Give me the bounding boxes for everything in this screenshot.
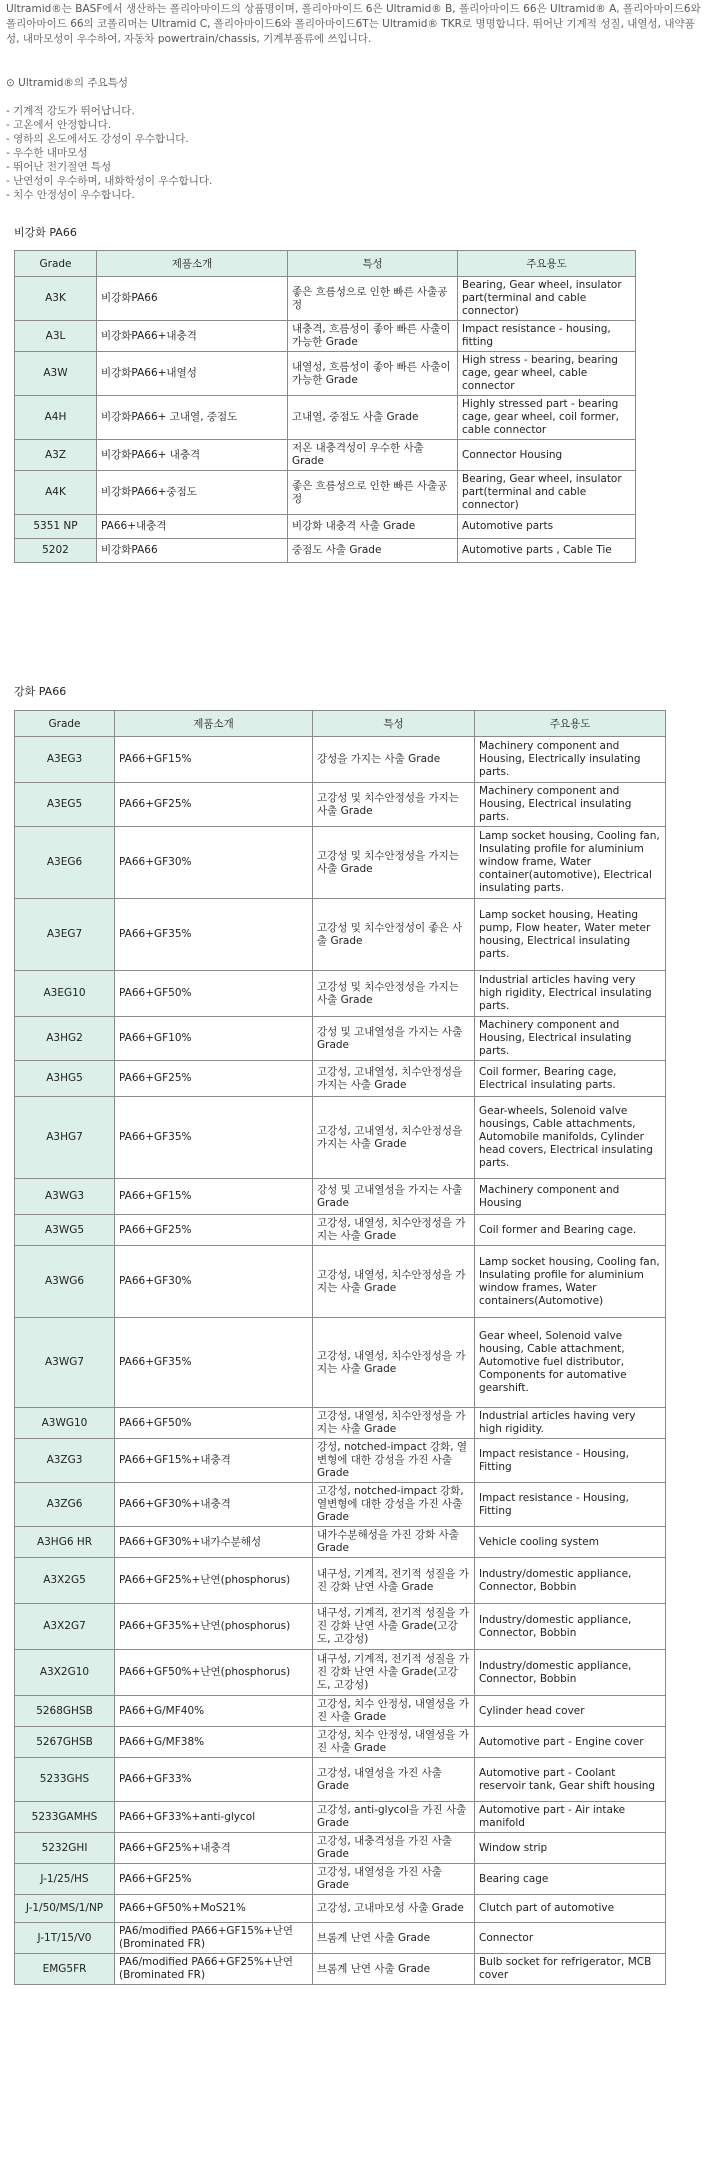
- table-row: [15, 539, 636, 563]
- intro-cell: PA66+GF30%: [115, 827, 313, 899]
- property-cell: 고강성, 치수 안정성, 내열성을 가진 사출 Grade: [313, 1696, 475, 1727]
- feature-item: - 고온에서 안정합니다.: [6, 119, 112, 131]
- intro-cell: PA6/modified PA66+GF25%+난연(Brominated FR): [115, 1954, 313, 1985]
- table-row: [15, 1696, 666, 1727]
- usage-cell: Industrial articles having very high rigidity, Electrical insulating parts.: [475, 971, 666, 1017]
- feature-item: - 영하의 온도에서도 강성이 우수합니다.: [6, 133, 189, 145]
- intro-cell: 비강화PA66+중점도: [97, 471, 288, 515]
- property-cell: 고강성 및 치수안정성을 가지는 사출 Grade: [313, 971, 475, 1017]
- intro-cell: PA66+GF35%: [115, 899, 313, 971]
- property-cell: 내충격, 흐름성이 좋아 빠른 사출이 가능한 Grade: [288, 321, 458, 352]
- usage-cell: Automotive part - Air intake manifold: [475, 1802, 666, 1833]
- intro-cell: PA66+GF15%+내충격: [115, 1439, 313, 1483]
- intro-cell: PA66+GF25%: [115, 783, 313, 827]
- property-cell: 내구성, 기계적, 전기적 성질을 가진 강화 난연 사출 Grade: [313, 1558, 475, 1604]
- usage-cell: Industry/domestic appliance, Connector, Bobbin: [475, 1650, 666, 1696]
- table-row: [15, 277, 636, 321]
- grade-cell: 5232GHI: [15, 1833, 115, 1864]
- intro-cell: PA66+GF25%: [115, 1864, 313, 1895]
- table-row: [15, 1318, 666, 1408]
- section-title-reinforced: 강화 PA66: [14, 685, 67, 698]
- usage-cell: Bulb socket for refrigerator, MCB cover: [475, 1954, 666, 1985]
- table-row: [15, 1215, 666, 1246]
- header-intro: 제품소개: [97, 251, 288, 277]
- table-row: [15, 396, 636, 440]
- intro-cell: PA66+GF33%+anti-glycol: [115, 1802, 313, 1833]
- feature-item: - 뛰어난 전기절연 특성: [6, 161, 112, 173]
- table-row: [15, 783, 666, 827]
- property-cell: 브롬계 난연 사출 Grade: [313, 1954, 475, 1985]
- intro-cell: 비강화PA66+ 고내열, 중점도: [97, 396, 288, 440]
- intro-cell: PA66+GF30%+내충격: [115, 1483, 313, 1527]
- intro-cell: PA66+G/MF40%: [115, 1696, 313, 1727]
- unreinforced-pa66-table: [14, 250, 636, 563]
- usage-cell: Impact resistance - Housing, Fitting: [475, 1439, 666, 1483]
- table-row: [15, 1483, 666, 1527]
- intro-cell: PA66+GF30%: [115, 1246, 313, 1318]
- grade-cell: A3X2G5: [15, 1558, 115, 1604]
- grade-cell: 5267GHSB: [15, 1727, 115, 1758]
- property-cell: 내가수분해성을 가진 강화 사출 Grade: [313, 1527, 475, 1558]
- table-row: [15, 1558, 666, 1604]
- property-cell: 고강성, 내열성, 치수안정성을 가지는 사출 Grade: [313, 1318, 475, 1408]
- usage-cell: High stress - bearing, bearing cage, gear wheel, cable connector: [458, 352, 636, 396]
- property-cell: 고강성, 내열성을 가진 사출 Grade: [313, 1758, 475, 1802]
- table-row: [15, 1895, 666, 1923]
- grade-cell: EMG5FR: [15, 1954, 115, 1985]
- intro-paragraph: Ultramid®는 BASF에서 생산하는 폴리아마이드의 상품명이며, 폴리아마이드 6은 Ultramid® B, 폴리아마이드 66은 Ultramid® A, 폴리아마이드6와 폴리아마이드 66의 코폴리머는 Ultramid C, 폴리아마이드6와 폴리아마이드6T는 Ultramid® TKR로 명명합니다. 뛰어난 기계적 성질, 내열성, 내약품성, 내마모성이 우수하여, 자동차 powertrain/chassis, 기계부품류에 쓰입니다.: [6, 3, 701, 45]
- grade-cell: 5202: [15, 539, 97, 563]
- table-row: [15, 321, 636, 352]
- usage-cell: Machinery component and Housing: [475, 1179, 666, 1215]
- table-row: [15, 971, 666, 1017]
- grade-cell: A3HG6 HR: [15, 1527, 115, 1558]
- usage-cell: Automotive parts , Cable Tie: [458, 539, 636, 563]
- table-row: [15, 1758, 666, 1802]
- table-row: [15, 471, 636, 515]
- grade-cell: 5268GHSB: [15, 1696, 115, 1727]
- table-row: [15, 1604, 666, 1650]
- property-cell: 저온 내충격성이 우수한 사출 Grade: [288, 440, 458, 471]
- property-cell: 고강성, 고내열성, 치수안정성을 가지는 사출 Grade: [313, 1097, 475, 1179]
- grade-cell: J-1T/15/V0: [15, 1923, 115, 1954]
- feature-item: - 우수한 내마모성: [6, 147, 88, 159]
- property-cell: 브롬계 난연 사출 Grade: [313, 1923, 475, 1954]
- grade-cell: A3WG3: [15, 1179, 115, 1215]
- table-row: [15, 352, 636, 396]
- usage-cell: Gear-wheels, Solenoid valve housings, Cable attachments, Automobile manifolds, Cylinder head covers, Electrical insulating parts.: [475, 1097, 666, 1179]
- property-cell: 고강성, 고내열성, 치수안정성을 가지는 사출 Grade: [313, 1061, 475, 1097]
- feature-item: - 난연성이 우수하며, 내화학성이 우수합니다.: [6, 175, 213, 187]
- header-grade: Grade: [15, 251, 97, 277]
- usage-cell: Automotive parts: [458, 515, 636, 539]
- usage-cell: Industry/domestic appliance, Connector, Bobbin: [475, 1558, 666, 1604]
- property-cell: 고강성, notched-impact 강화, 열변형에 대한 강성을 가진 사출 Grade: [313, 1483, 475, 1527]
- intro-cell: PA66+GF15%: [115, 737, 313, 783]
- intro-cell: PA66+GF50%+MoS21%: [115, 1895, 313, 1923]
- property-cell: 강성을 가지는 사출 Grade: [313, 737, 475, 783]
- grade-cell: A3L: [15, 321, 97, 352]
- intro-cell: PA66+GF50%+난연(phosphorus): [115, 1650, 313, 1696]
- property-cell: 고강성, 내열성을 가진 사출 Grade: [313, 1864, 475, 1895]
- intro-cell: PA66+GF25%+내충격: [115, 1833, 313, 1864]
- feature-item: - 기계적 강도가 뛰어납니다.: [6, 105, 135, 117]
- usage-cell: Lamp socket housing, Cooling fan, Insulating profile for aluminium window frame, Water container(automotive), Electrical insulating parts.: [475, 827, 666, 899]
- intro-cell: PA66+GF25%: [115, 1215, 313, 1246]
- table-row: [15, 1017, 666, 1061]
- usage-cell: Connector Housing: [458, 440, 636, 471]
- table-row: [15, 899, 666, 971]
- property-cell: 좋은 흐름성으로 인한 빠른 사출공정: [288, 277, 458, 321]
- table-row: [15, 1246, 666, 1318]
- property-cell: 비강화 내충격 사출 Grade: [288, 515, 458, 539]
- grade-cell: A3X2G10: [15, 1650, 115, 1696]
- feature-item: - 치수 안정성이 우수합니다.: [6, 189, 135, 201]
- intro-cell: PA66+GF25%: [115, 1061, 313, 1097]
- grade-cell: J-1/25/HS: [15, 1864, 115, 1895]
- usage-cell: Industrial articles having very high rigidity.: [475, 1408, 666, 1439]
- intro-cell: PA66+GF50%: [115, 1408, 313, 1439]
- grade-cell: A3EG3: [15, 737, 115, 783]
- table-row: [15, 1179, 666, 1215]
- intro-cell: PA66+GF35%: [115, 1097, 313, 1179]
- grade-cell: A4H: [15, 396, 97, 440]
- property-cell: 고내열, 중점도 사출 Grade: [288, 396, 458, 440]
- usage-cell: Gear wheel, Solenoid valve housing, Cable attachment, Automotive fuel distributor, Components for automative gearshift.: [475, 1318, 666, 1408]
- usage-cell: Bearing, Gear wheel, insulator part(terminal and cable connector): [458, 277, 636, 321]
- grade-cell: A3WG10: [15, 1408, 115, 1439]
- intro-cell: 비강화PA66+내열성: [97, 352, 288, 396]
- grade-cell: A4K: [15, 471, 97, 515]
- grade-cell: A3WG7: [15, 1318, 115, 1408]
- header-property: 특성: [288, 251, 458, 277]
- usage-cell: Automotive part - Engine cover: [475, 1727, 666, 1758]
- property-cell: 좋은 흐름성으로 인한 빠른 사출공정: [288, 471, 458, 515]
- reinforced-pa66-table: [14, 710, 666, 1985]
- header-intro: 제품소개: [115, 711, 313, 737]
- usage-cell: Machinery component and Housing, Electrical insulating parts.: [475, 1017, 666, 1061]
- property-cell: 강성 및 고내열성을 가지는 사출 Grade: [313, 1179, 475, 1215]
- grade-cell: 5233GHS: [15, 1758, 115, 1802]
- table-row: [15, 1527, 666, 1558]
- header-usage: 주요용도: [458, 251, 636, 277]
- table-row: [15, 1954, 666, 1985]
- grade-cell: A3X2G7: [15, 1604, 115, 1650]
- table-row: [15, 1802, 666, 1833]
- usage-cell: Lamp socket housing, Heating pump, Flow heater, Water meter housing, Electrical insulating parts.: [475, 899, 666, 971]
- intro-cell: PA66+G/MF38%: [115, 1727, 313, 1758]
- features-list: [6, 104, 212, 202]
- grade-cell: A3EG10: [15, 971, 115, 1017]
- grade-cell: 5351 NP: [15, 515, 97, 539]
- usage-cell: Impact resistance - housing, fitting: [458, 321, 636, 352]
- intro-cell: PA66+GF33%: [115, 1758, 313, 1802]
- property-cell: 내구성, 기계적, 전기적 성질을 가진 강화 난연 사출 Grade(고강도, 고강성): [313, 1604, 475, 1650]
- features-title: ⊙ Ultramid®의 주요특성: [6, 77, 128, 89]
- property-cell: 고강성 및 치수안정성이 좋은 사출 Grade: [313, 899, 475, 971]
- grade-cell: A3EG5: [15, 783, 115, 827]
- usage-cell: Coil former and Bearing cage.: [475, 1215, 666, 1246]
- intro-cell: PA6/modified PA66+GF15%+난연(Brominated FR): [115, 1923, 313, 1954]
- intro-cell: 비강화PA66+ 내충격: [97, 440, 288, 471]
- usage-cell: Machinery component and Housing, Electrically insulating parts.: [475, 737, 666, 783]
- property-cell: 강성 및 고내열성을 가지는 사출 Grade: [313, 1017, 475, 1061]
- grade-cell: A3K: [15, 277, 97, 321]
- section-title-unreinforced: 비강화 PA66: [14, 226, 77, 239]
- table-row: [15, 737, 666, 783]
- usage-cell: Highly stressed part - bearing cage, gear wheel, coil former, cable connector: [458, 396, 636, 440]
- property-cell: 강성, notched-impact 강화, 열변형에 대한 강성을 가진 사출 Grade: [313, 1439, 475, 1483]
- usage-cell: Connector: [475, 1923, 666, 1954]
- grade-cell: J-1/50/MS/1/NP: [15, 1895, 115, 1923]
- grade-cell: 5233GAMHS: [15, 1802, 115, 1833]
- usage-cell: Coil former, Bearing cage, Electrical insulating parts.: [475, 1061, 666, 1097]
- table-row: [15, 1439, 666, 1483]
- usage-cell: Bearing, Gear wheel, insulator part(terminal and cable connector): [458, 471, 636, 515]
- usage-cell: Automotive part - Coolant reservoir tank, Gear shift housing: [475, 1758, 666, 1802]
- grade-cell: A3WG6: [15, 1246, 115, 1318]
- grade-cell: A3EG7: [15, 899, 115, 971]
- property-cell: 고강성, 내열성, 치수안정성을 가지는 사출 Grade: [313, 1408, 475, 1439]
- table-row: [15, 1864, 666, 1895]
- grade-cell: A3EG6: [15, 827, 115, 899]
- table-row: [15, 440, 636, 471]
- usage-cell: Vehicle cooling system: [475, 1527, 666, 1558]
- property-cell: 내구성, 기계적, 전기적 성질을 가진 강화 난연 사출 Grade(고강도, 고강성): [313, 1650, 475, 1696]
- usage-cell: Impact resistance - Housing, Fitting: [475, 1483, 666, 1527]
- usage-cell: Industry/domestic appliance, Connector, Bobbin: [475, 1604, 666, 1650]
- intro-cell: PA66+GF50%: [115, 971, 313, 1017]
- header-usage: 주요용도: [475, 711, 666, 737]
- property-cell: 내열성, 흐름성이 좋아 빠른 사출이 가능한 Grade: [288, 352, 458, 396]
- table-row: [15, 1923, 666, 1954]
- header-grade: Grade: [15, 711, 115, 737]
- grade-cell: A3HG5: [15, 1061, 115, 1097]
- usage-cell: Lamp socket housing, Cooling fan, Insulating profile for aluminium window frames, Water containers(Automotive): [475, 1246, 666, 1318]
- intro-cell: 비강화PA66+내충격: [97, 321, 288, 352]
- intro-cell: PA66+GF30%+내가수분해성: [115, 1527, 313, 1558]
- table-row: [15, 1408, 666, 1439]
- table-row: [15, 1061, 666, 1097]
- usage-cell: Clutch part of automotive: [475, 1895, 666, 1923]
- property-cell: 고강성, 치수 안정성, 내열성을 가진 사출 Grade: [313, 1727, 475, 1758]
- intro-cell: PA66+GF25%+난연(phosphorus): [115, 1558, 313, 1604]
- usage-cell: Machinery component and Housing, Electrical insulating parts.: [475, 783, 666, 827]
- table-row: [15, 827, 666, 899]
- table-row: [15, 515, 636, 539]
- grade-cell: A3Z: [15, 440, 97, 471]
- property-cell: 중점도 사출 Grade: [288, 539, 458, 563]
- intro-cell: 비강화PA66: [97, 539, 288, 563]
- table-row: [15, 1833, 666, 1864]
- intro-cell: PA66+GF15%: [115, 1179, 313, 1215]
- grade-cell: A3ZG6: [15, 1483, 115, 1527]
- grade-cell: A3W: [15, 352, 97, 396]
- table-row: [15, 1727, 666, 1758]
- intro-cell: PA66+GF35%: [115, 1318, 313, 1408]
- property-cell: 고강성 및 치수안정성을 가지는 사출 Grade: [313, 827, 475, 899]
- intro-cell: PA66+GF10%: [115, 1017, 313, 1061]
- intro-cell: PA66+GF35%+난연(phosphorus): [115, 1604, 313, 1650]
- property-cell: 고강성, 고내마모성 사출 Grade: [313, 1895, 475, 1923]
- grade-cell: A3ZG3: [15, 1439, 115, 1483]
- header-property: 특성: [313, 711, 475, 737]
- intro-cell: PA66+내충격: [97, 515, 288, 539]
- property-cell: 고강성, anti-glycol을 가진 사출 Grade: [313, 1802, 475, 1833]
- usage-cell: Window strip: [475, 1833, 666, 1864]
- intro-cell: 비강화PA66: [97, 277, 288, 321]
- grade-cell: A3HG7: [15, 1097, 115, 1179]
- property-cell: 고강성, 내열성, 치수안정성을 가지는 사출 Grade: [313, 1215, 475, 1246]
- table-row: [15, 1650, 666, 1696]
- usage-cell: Cylinder head cover: [475, 1696, 666, 1727]
- usage-cell: Bearing cage: [475, 1864, 666, 1895]
- grade-cell: A3HG2: [15, 1017, 115, 1061]
- table-row: [15, 1097, 666, 1179]
- property-cell: 고강성 및 치수안정성을 가지는 사출 Grade: [313, 783, 475, 827]
- property-cell: 고강성, 내열성, 치수안정성을 가지는 사출 Grade: [313, 1246, 475, 1318]
- property-cell: 고강성, 내충격성을 가진 사출 Grade: [313, 1833, 475, 1864]
- grade-cell: A3WG5: [15, 1215, 115, 1246]
